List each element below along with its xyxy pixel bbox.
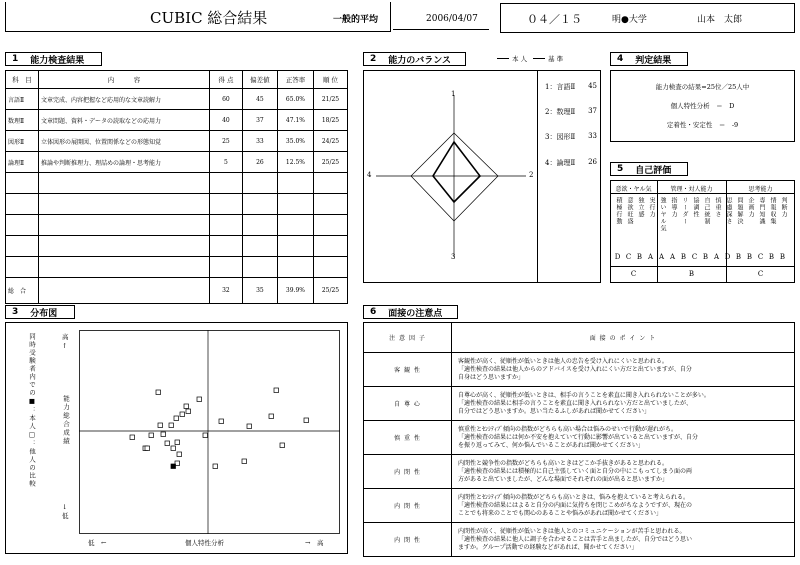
y-high-label: 高↑: [62, 333, 69, 350]
col-point: 面 接 の ポ イ ン ト: [452, 323, 795, 353]
scatter-point-other: [197, 397, 202, 402]
scatter-point-other: [169, 423, 174, 428]
grade: A: [658, 253, 665, 261]
table-row: 内 閉 性 内閉性が高く、従順性が低いときは他人とのコミュニケーションが苦手と思われる。 「適性検査の結果に他人に調子を合わせることは苦手と出ましたが、自分ではどう思い ますか。グループ活動での経験などがあれば、聞かせてください」: [364, 523, 795, 557]
radar-person: [433, 142, 480, 202]
eval-item: リーダー: [681, 197, 688, 225]
self-eval-hline1: [610, 193, 795, 194]
scatter-plot: [79, 330, 340, 534]
table-header: [364, 323, 795, 353]
table-row: 論理Ⅱ 推論や判断推理力、理詰めの論理・思考能力 5 26 12.5% 25/25: [6, 152, 348, 173]
eval-item: 企画力: [747, 197, 754, 218]
col-subject: 科 目: [6, 71, 39, 89]
empty-row: [6, 173, 348, 194]
group-label-management: 管理・対人能力: [670, 186, 713, 193]
scatter-point-other: [203, 433, 208, 438]
grade: B: [768, 253, 775, 261]
table-row: 数理Ⅱ 文章問題、資料・データの読取などの応用力 40 37 47.1% 18/25: [6, 110, 348, 131]
section4-title: 4 判定結果: [610, 52, 688, 66]
empty-row: [6, 236, 348, 257]
eval-item: 判断力: [780, 197, 787, 218]
radar-axis-4: 4: [367, 171, 372, 179]
empty-row: [6, 257, 348, 278]
self-eval-grades: [612, 253, 794, 261]
eval-item: 情報収集: [769, 197, 776, 225]
table-row: 客 観 性 客観性が高く、従順性が低いときは他人の忠告を受け入れにくいと思われる。 「適性検査の結果は他人からのアドバイスを受け入れにくい方だと出ていますが、自分 自身はどう思いますか」: [364, 353, 795, 387]
total-row: 総 合 32 35 39.9% 25/25: [6, 278, 348, 304]
date-underline: [393, 29, 489, 30]
scatter-point-other: [177, 452, 182, 457]
radar-std: [411, 133, 498, 221]
scatter-point-other: [171, 446, 176, 451]
balance-item: 1：言語Ⅱ 45: [545, 82, 597, 91]
eval-item: 積極行動: [615, 197, 622, 225]
scatter-point-other: [274, 388, 279, 393]
y-axis-label: 能力総合成績: [62, 395, 70, 446]
candidate-school: 明●大学: [612, 15, 647, 25]
y-low-label: ↓低: [62, 503, 69, 520]
balance-item: 2：数理Ⅱ 37: [545, 107, 597, 116]
scatter-point-other: [186, 409, 191, 414]
table-row: 言語Ⅱ 文章完成、内容把握など応用的な文章読解力 60 45 65.0% 21/25: [6, 89, 348, 110]
col-rate: 正答率: [277, 71, 313, 89]
table-row: 図形Ⅱ 立体図形の展開図、位置関係などの形態知覚 25 33 35.0% 24/25: [6, 131, 348, 152]
judgement-line1: 能力検査の結果=25位／25人中: [655, 83, 750, 91]
table-header: [6, 71, 348, 89]
col-rank: 順 位: [313, 71, 347, 89]
scatter-point-other: [130, 435, 135, 440]
eval-item: 思慮深さ: [725, 197, 732, 225]
eval-item: 協調性: [692, 197, 699, 218]
section5-title: 5 自己評価: [610, 162, 688, 176]
legend-std: 基 準: [548, 55, 564, 63]
judgement-line3: 定着性・安定性 ＝ -9: [666, 121, 739, 129]
scatter-point-other: [219, 419, 224, 424]
scatter-point-other: [280, 443, 285, 448]
section2-title: 2 能力のバランス: [363, 52, 466, 66]
group-grade-management: B: [688, 270, 695, 278]
scatter-point-other: [161, 432, 166, 437]
interview-points-table: [363, 322, 795, 557]
grade: C: [757, 253, 764, 261]
section1-title: 1 能力検査結果: [5, 52, 102, 66]
grade: A: [713, 253, 720, 261]
scatter-point-other: [180, 412, 185, 417]
self-eval-items: [612, 197, 794, 243]
scatter-point-other: [158, 423, 163, 428]
grade: D: [724, 253, 731, 261]
scatter-point-other: [145, 446, 150, 451]
grade: B: [779, 253, 786, 261]
eval-item: 強いヤル気: [659, 197, 666, 232]
page-title: CUBIC 総合結果: [150, 9, 268, 27]
scatter-point-other: [184, 404, 189, 409]
eval-item: 自己統制: [703, 197, 710, 225]
x-high-label: → 高: [305, 539, 324, 547]
balance-divider: [537, 70, 538, 283]
table-row: 内 閉 性 内閉性とｾﾝｼﾃｨﾌﾞ傾向の指数がどちらも高いときは、悩みを抱えていると考えられる。 「適性検査の結果にはよると自分の内面に気持ちを閉じこめがちなようですが、現在の ことでも将来のことでも関心のあることや悩みがあれば聞かせてください」: [364, 489, 795, 523]
group-label-motivation: 意欲・ヤル気: [615, 186, 652, 193]
grade: B: [702, 253, 709, 261]
ability-result-table: [5, 70, 348, 304]
scatter-point-other: [304, 418, 309, 423]
x-axis-label: 個人特性分析: [185, 539, 224, 547]
eval-item: 独立感: [637, 197, 644, 218]
grade: B: [746, 253, 753, 261]
grade: C: [691, 253, 698, 261]
report-date: 2006/04/07: [426, 14, 478, 24]
grade: A: [669, 253, 676, 261]
section3-title: 3 分布図: [5, 305, 75, 319]
distribution-side-note: 同時受験者内での■：本人□：他人の比較: [28, 333, 36, 488]
balance-item: 4：論理Ⅱ 26: [545, 158, 597, 167]
page-subtitle: 一般的平均: [333, 15, 379, 25]
group-grade-thinking: C: [757, 270, 764, 278]
scatter-point-other: [165, 441, 170, 446]
eval-item: 指導力: [670, 197, 677, 218]
scatter-point-other: [213, 464, 218, 469]
legend-person-line: [497, 58, 509, 59]
table-row: 自 尊 心 自尊心が高く、従順性が低いときは、相手の言うことを素直に聞き入れられないことが多い。 「適性検査の結果に相手の言うことを素直に聞き入れられない方だと出ていましたが、 自分ではどう思いますか。思い当たるふしがあれば聞かせてください」: [364, 387, 795, 421]
scatter-point-other: [175, 440, 180, 445]
scatter-point-other: [174, 416, 179, 421]
empty-row: [6, 194, 348, 215]
scatter-point-other: [156, 390, 161, 395]
radar-axis-3: 3: [451, 253, 456, 261]
x-low-label: 低 ←: [88, 539, 107, 547]
grade: C: [625, 253, 632, 261]
col-score: 得 点: [209, 71, 242, 89]
eval-item: 意欲旺盛: [626, 197, 633, 225]
table-row: 慎 重 性 慎重性とｾﾝｼﾃｨﾌﾞ傾向の指数がどちらも高い場合は悩みのせいで行動が遅れがち。 「適性検査の結果には何か不安を抱えていて行動に影響が出ていると出ていますが、自分 を振り返ってみて、何か悩んでいることがあれば聞かせてください」: [364, 421, 795, 455]
legend-std-line: [533, 58, 545, 59]
candidate-id: ０４／１５: [527, 13, 582, 26]
scatter-point-other: [269, 414, 274, 419]
grade: B: [636, 253, 643, 261]
grade: A: [647, 253, 654, 261]
radar-axis-2: 2: [529, 171, 534, 179]
grade: B: [680, 253, 687, 261]
eval-item: 実行力: [648, 197, 655, 218]
col-deviation: 偏差値: [242, 71, 277, 89]
self-eval-hline2: [610, 266, 795, 267]
col-content: 内 容: [38, 71, 209, 89]
group-grade-motivation: C: [630, 270, 637, 278]
judgement-line2: 個人特性分析 ＝ D: [670, 102, 735, 110]
scatter-point-other: [242, 459, 247, 464]
eval-item: 慎重さ: [714, 197, 721, 218]
scatter-point-self: [171, 464, 176, 469]
eval-item: 問題解決: [736, 197, 743, 225]
group-label-thinking: 思考能力: [748, 186, 773, 193]
table-row: 内 閉 性 内閉性と競争性の指数がどちらも高いときはどこか手抜きがあると思われる。 「適性検査の結果には積極的に自己主張していく面と自分の中にこもってしまう面の両 方があると出ていましたが、どんな場面でそれぞれの面が出ると思いますか」: [364, 455, 795, 489]
radar-chart: [364, 71, 536, 282]
empty-row: [6, 215, 348, 236]
scatter-point-other: [149, 433, 154, 438]
radar-axis-1: 1: [451, 90, 456, 98]
grade: B: [735, 253, 742, 261]
grade: D: [614, 253, 621, 261]
scatter-point-other: [247, 424, 252, 429]
balance-item: 3：図形Ⅱ 33: [545, 132, 597, 141]
col-factor: 注 意 因 子: [364, 323, 452, 353]
candidate-name: 山本 太郎: [697, 15, 743, 25]
legend-person: 本 人: [512, 55, 528, 63]
eval-item: 専門知識: [758, 197, 765, 225]
section6-title: 6 面接の注意点: [363, 305, 458, 319]
